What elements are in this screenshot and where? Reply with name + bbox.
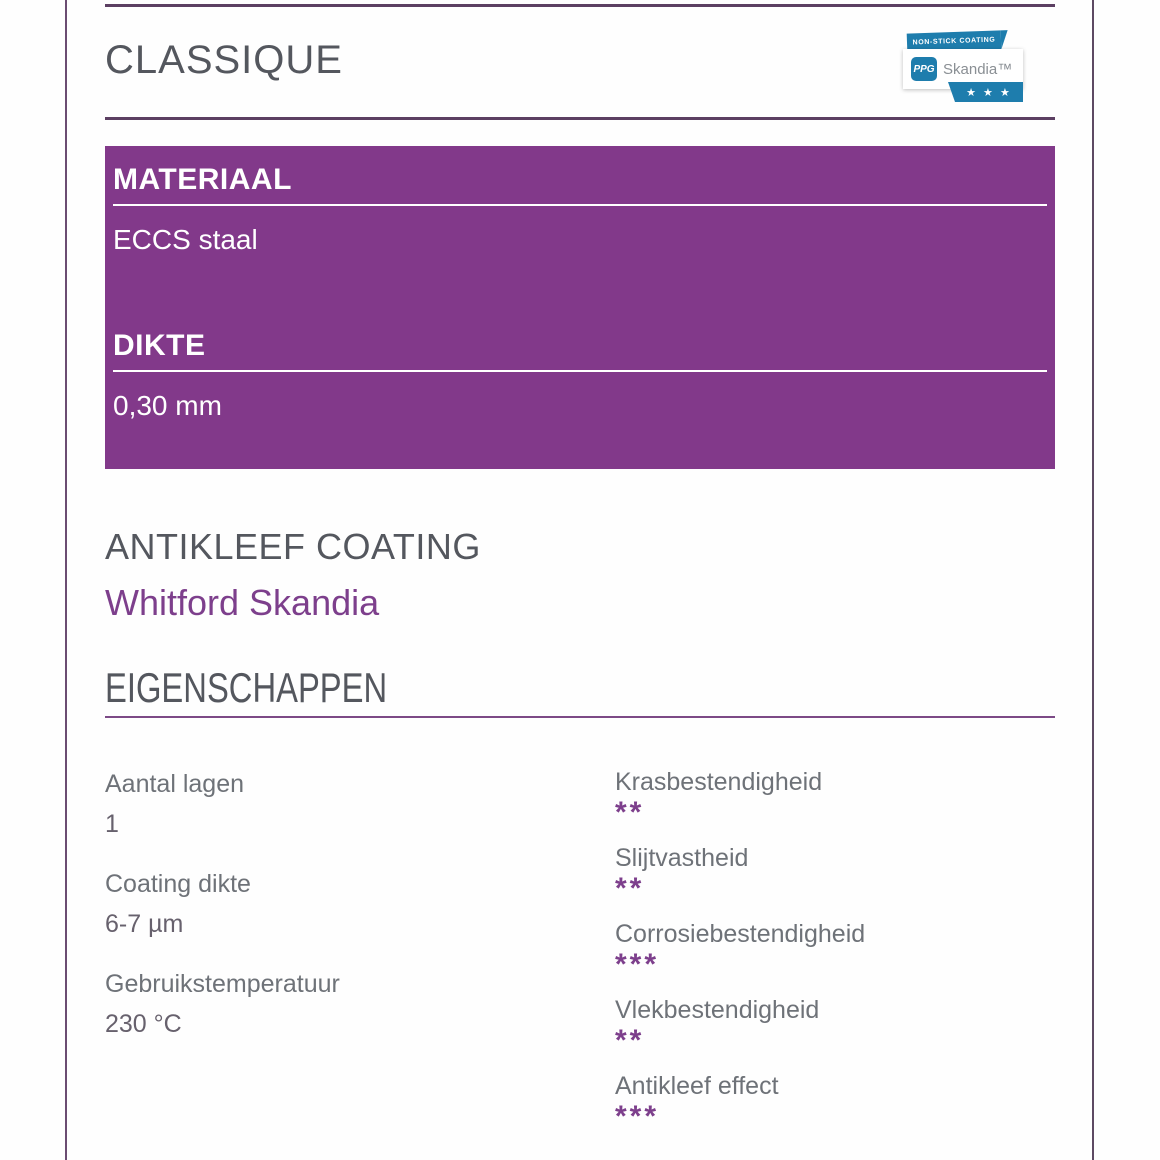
property-label: Gebruikstemperatuur bbox=[105, 970, 340, 998]
property-label: Vlekbestendigheid bbox=[615, 996, 820, 1024]
properties-section bbox=[105, 665, 1055, 1144]
property-label: Corrosiebestendigheid bbox=[615, 920, 866, 948]
spec-underline bbox=[113, 370, 1047, 372]
property-corrosiebestendigheid bbox=[615, 916, 1055, 981]
material-spec-box bbox=[105, 146, 1055, 469]
property-krasbestendigheid bbox=[615, 764, 1055, 829]
star-rating: *** bbox=[615, 1100, 660, 1133]
property-label: Aantal lagen bbox=[105, 770, 245, 798]
star-rating: *** bbox=[615, 948, 660, 981]
spec-label: DIKTE bbox=[113, 329, 206, 362]
ppg-logo: PPG bbox=[911, 57, 937, 81]
spec-value: ECCS staal bbox=[113, 224, 258, 255]
header-divider bbox=[105, 117, 1055, 120]
properties-grid bbox=[105, 764, 1055, 1144]
properties-right-column bbox=[615, 764, 1055, 1144]
page-right-border bbox=[1092, 0, 1094, 1160]
property-gebruikstemperatuur bbox=[105, 964, 615, 1044]
properties-heading: EIGENSCHAPPEN bbox=[105, 664, 388, 711]
header bbox=[105, 7, 1055, 117]
spec-label: MATERIAAL bbox=[113, 163, 292, 196]
spec-section-thickness bbox=[113, 322, 1047, 424]
spec-underline bbox=[113, 204, 1047, 206]
star-rating: ** bbox=[615, 1024, 645, 1057]
property-aantal-lagen bbox=[105, 764, 615, 844]
coating-section bbox=[105, 521, 1055, 629]
property-vlekbestendigheid bbox=[615, 992, 1055, 1057]
property-coating-dikte bbox=[105, 864, 615, 944]
badge-ribbon-label: NON-STICK COATING bbox=[907, 30, 1002, 52]
property-label: Coating dikte bbox=[105, 870, 251, 898]
property-value: 1 bbox=[105, 810, 119, 838]
skandia-coating-badge bbox=[903, 25, 1027, 107]
properties-divider bbox=[105, 716, 1055, 718]
page-left-border bbox=[65, 0, 67, 1160]
property-slijtvastheid bbox=[615, 840, 1055, 905]
coating-brand-value: Whitford Skandia bbox=[105, 582, 380, 623]
badge-product-name: Skandia™ bbox=[943, 60, 1013, 78]
spec-value: 0,30 mm bbox=[113, 390, 222, 421]
property-antikleef-effect bbox=[615, 1068, 1055, 1133]
star-rating: ** bbox=[615, 872, 645, 905]
property-label: Antikleef effect bbox=[615, 1072, 779, 1100]
property-label: Krasbestendigheid bbox=[615, 768, 823, 796]
page-content bbox=[105, 0, 1055, 1144]
star-rating: ** bbox=[615, 796, 645, 829]
spec-section-material bbox=[113, 156, 1047, 258]
property-label: Slijtvastheid bbox=[615, 844, 749, 872]
property-value: 6-7 µm bbox=[105, 910, 184, 938]
property-value: 230 °C bbox=[105, 1010, 182, 1038]
page-title: CLASSIQUE bbox=[105, 38, 343, 82]
badge-star-rating: ★ ★ ★ bbox=[955, 82, 1023, 102]
coating-heading: ANTIKLEEF COATING bbox=[105, 526, 481, 567]
properties-left-column bbox=[105, 764, 615, 1144]
